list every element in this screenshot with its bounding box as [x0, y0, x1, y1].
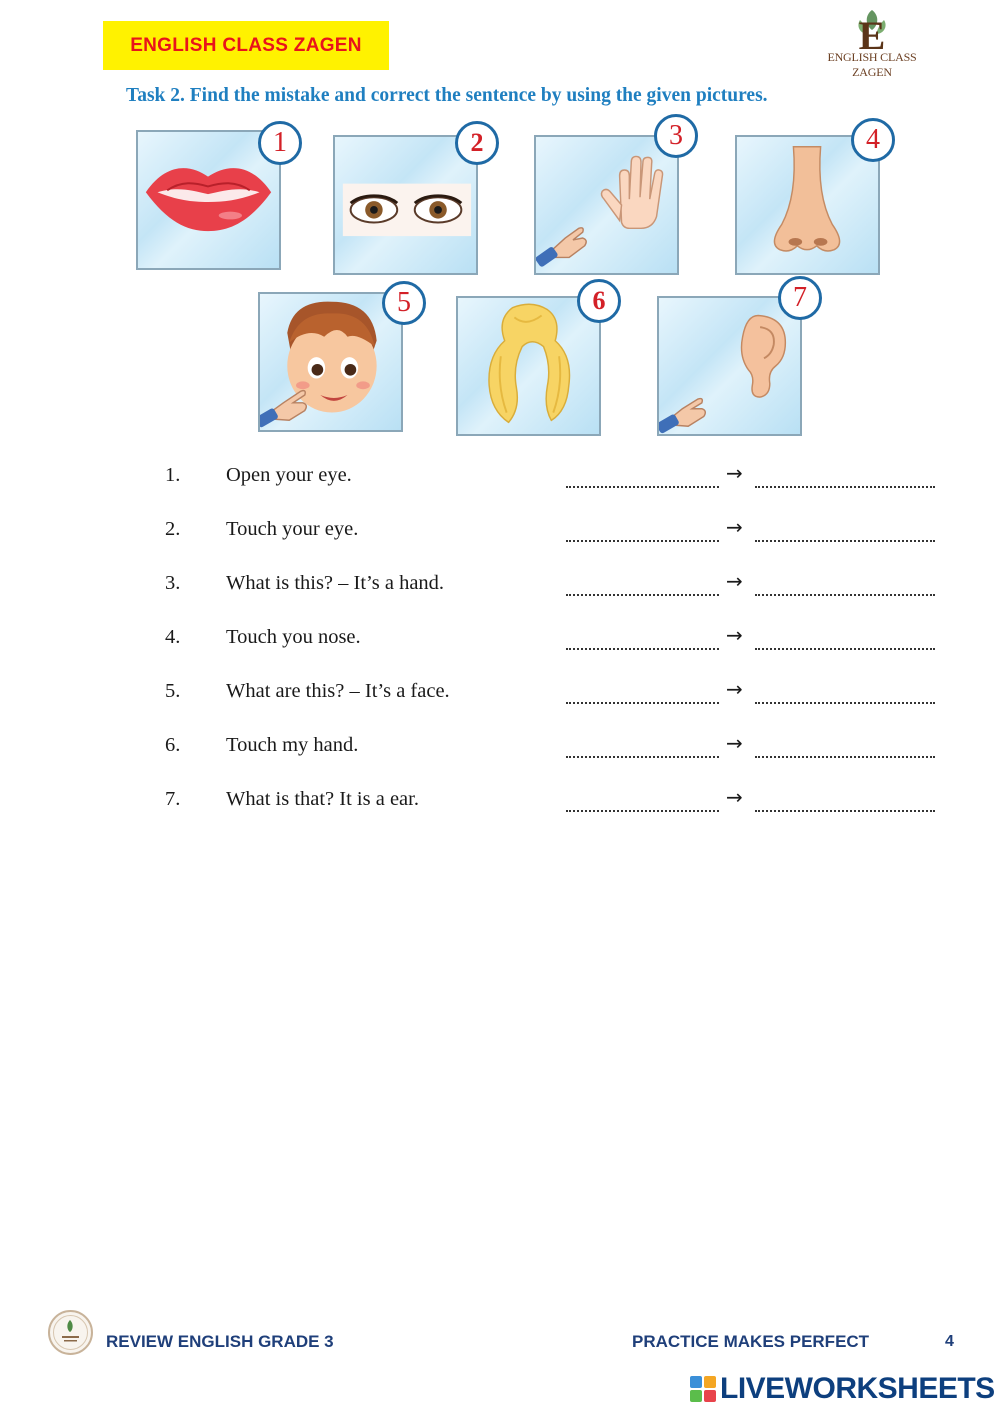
- page-number: 4: [945, 1333, 954, 1350]
- badge-2: 2: [455, 121, 499, 165]
- badge-5: 5: [382, 281, 426, 325]
- arrow-right-icon: →: [726, 731, 743, 755]
- logo-text: ENGLISH CLASS ZAGEN: [827, 50, 917, 79]
- liveworksheets-text: LIVEWORKSHEETS: [720, 1372, 995, 1405]
- badge-3: 3: [654, 114, 698, 158]
- correction-blank[interactable]: [755, 464, 935, 488]
- arrow-right-icon: →: [726, 515, 743, 539]
- picture-5-face: [258, 292, 403, 432]
- exercise-item: [0, 731, 1000, 764]
- exercise-item: [0, 461, 1000, 494]
- exercise-item: [0, 569, 1000, 602]
- ear-icon: [659, 298, 800, 434]
- mistake-blank[interactable]: [566, 518, 719, 542]
- exercise-number: 5.: [165, 680, 181, 702]
- arrow-right-icon: →: [726, 677, 743, 701]
- pointing-hand-icon: [536, 228, 586, 268]
- picture-6-hair: [456, 296, 601, 436]
- badge-4: 4: [851, 118, 895, 162]
- exercise-number: 2.: [165, 518, 181, 540]
- mistake-blank[interactable]: [566, 680, 719, 704]
- exercise-sentence: Open your eye.: [226, 464, 352, 486]
- exercise-number: 4.: [165, 626, 181, 648]
- liveworksheets-logo-icon: [690, 1376, 716, 1402]
- picture-2-eyes: [333, 135, 478, 275]
- liveworksheets-brand[interactable]: [690, 1374, 995, 1404]
- badge-1: 1: [258, 121, 302, 165]
- exercise-sentence: Touch your eye.: [226, 518, 359, 540]
- logo-letter: E: [858, 13, 886, 58]
- lips-icon: [138, 132, 279, 268]
- picture-7-ear: [657, 296, 802, 436]
- exercise-item: [0, 515, 1000, 548]
- footer-title: REVIEW ENGLISH GRADE 3: [106, 1332, 334, 1351]
- mistake-blank[interactable]: [566, 572, 719, 596]
- face-icon: [260, 294, 401, 430]
- exercise-number: 1.: [165, 464, 181, 486]
- picture-3-hand: [534, 135, 679, 275]
- hand-icon: [536, 137, 677, 273]
- footer-logo-icon: [48, 1310, 93, 1355]
- badge-6: 6: [577, 279, 621, 323]
- exercise-number: 7.: [165, 788, 181, 810]
- arrow-right-icon: →: [726, 623, 743, 647]
- exercise-item: [0, 785, 1000, 818]
- arrow-right-icon: →: [726, 785, 743, 809]
- footer-slogan: PRACTICE MAKES PERFECT: [632, 1332, 870, 1351]
- pointing-hand-icon: [659, 399, 705, 434]
- exercise-sentence: What is this? – It’s a hand.: [226, 572, 445, 594]
- exercise-sentence: Touch my hand.: [226, 734, 359, 756]
- mistake-blank[interactable]: [566, 734, 719, 758]
- task-title: Task 2. Find the mistake and correct the sentence by using the given pictures.: [126, 85, 768, 106]
- correction-blank[interactable]: [755, 734, 935, 758]
- exercise-sentence: What are this? – It’s a face.: [226, 680, 450, 702]
- correction-blank[interactable]: [755, 680, 935, 704]
- arrow-right-icon: →: [726, 569, 743, 593]
- correction-blank[interactable]: [755, 572, 935, 596]
- mistake-blank[interactable]: [566, 626, 719, 650]
- exercise-sentence: Touch you nose.: [226, 626, 361, 648]
- hair-icon: [458, 298, 599, 434]
- pointing-hand-icon: [260, 391, 306, 429]
- nose-icon: [737, 137, 878, 273]
- arrow-right-icon: →: [726, 461, 743, 485]
- badge-7: 7: [778, 276, 822, 320]
- header-banner: [103, 21, 389, 70]
- mistake-blank[interactable]: [566, 788, 719, 812]
- eyes-icon: [335, 137, 476, 273]
- correction-blank[interactable]: [755, 788, 935, 812]
- exercise-item: [0, 677, 1000, 710]
- banner-text: ENGLISH CLASS ZAGEN: [130, 34, 362, 56]
- exercise-item: [0, 623, 1000, 656]
- exercise-number: 6.: [165, 734, 181, 756]
- school-logo: [812, 6, 932, 79]
- exercise-number: 3.: [165, 572, 181, 594]
- exercise-sentence: What is that? It is a ear.: [226, 788, 419, 810]
- correction-blank[interactable]: [755, 518, 935, 542]
- correction-blank[interactable]: [755, 626, 935, 650]
- mistake-blank[interactable]: [566, 464, 719, 488]
